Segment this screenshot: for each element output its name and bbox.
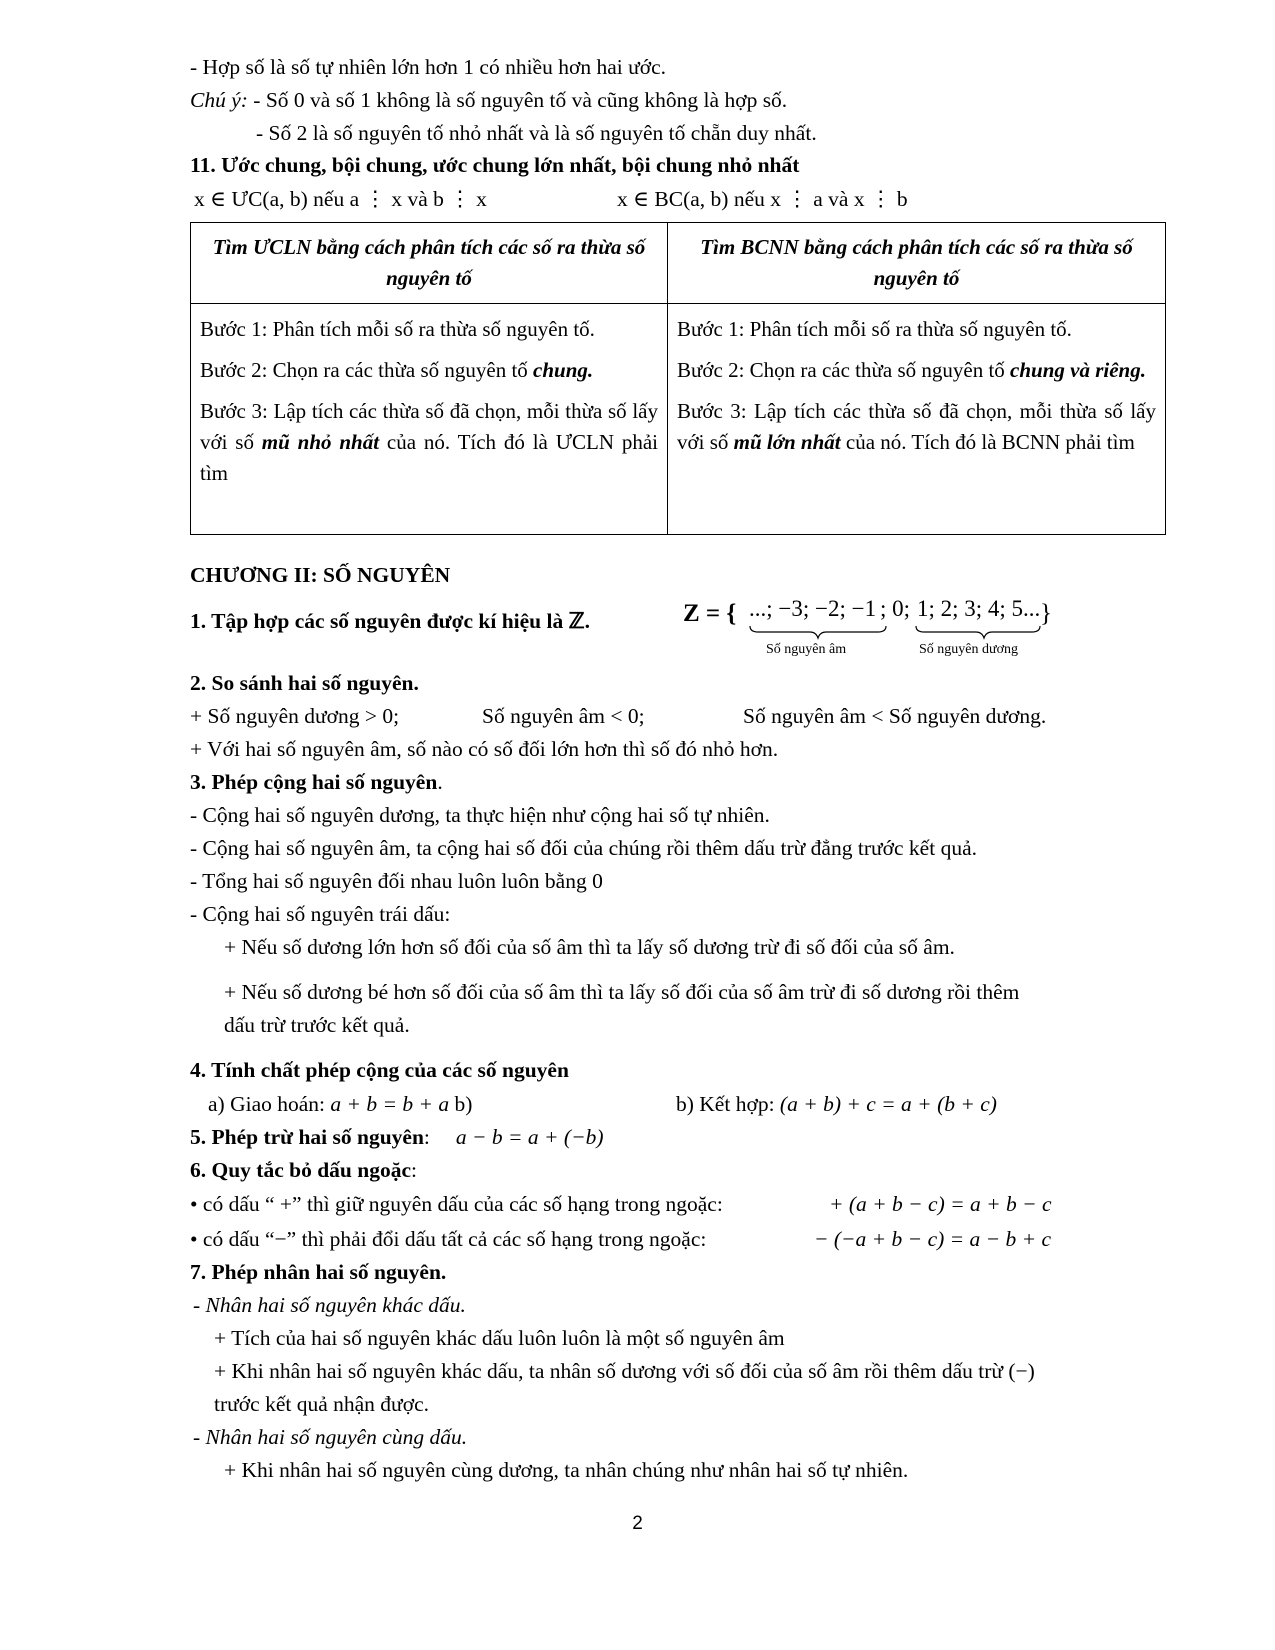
addition-rule-5: + Nếu số dương lớn hơn số đối của số âm thì ta lấy số dương trừ đi số đối của số âm. xyxy=(224,935,955,959)
note-text-1: - Số 0 và số 1 không là số nguyên tố và cũng không là hợp số. xyxy=(247,88,788,112)
bracket-formula-minus: − (−a + b − c) = a − b + c xyxy=(814,1227,1052,1251)
bcnn-step-3-text: Bước 3: Lập tích các thừa số đã chọn, mỗi thừa số lấy với số xyxy=(677,399,1156,454)
ucln-step-1: Bước 1: Phân tích mỗi số ra thừa số nguyên tố. xyxy=(200,317,595,341)
bracket-rule-minus: • có dấu “−” thì phải đổi dấu tất cả các số hạng trong ngoặc: xyxy=(190,1227,707,1251)
section-heading-11: 11. Ước chung, bội chung, ước chung lớn nhất, bội chung nhỏ nhất xyxy=(190,153,800,177)
bracket-formula-plus: + (a + b − c) = a + b − c xyxy=(829,1192,1052,1216)
positive-integers: 1; 2; 3; 4; 5... xyxy=(917,596,1041,621)
ucln-step-2-emph: chung. xyxy=(533,358,594,382)
note-line-1 xyxy=(190,90,787,112)
section-heading-7: 7. Phép nhân hai số nguyên. xyxy=(190,1260,447,1284)
table-header-ucln: Tìm ƯCLN bằng cách phân tích các số ra thừa số nguyên tố xyxy=(191,223,668,304)
page-number: 2 xyxy=(632,1513,643,1534)
section-3-dot: . xyxy=(437,770,443,794)
addition-rule-2: - Cộng hai số nguyên âm, ta cộng hai số đối của chúng rồi thêm dấu trừ đẳng trước kết quả. xyxy=(190,836,977,860)
underbrace-positive xyxy=(916,626,1040,638)
associative-label: b) Kết hợp: xyxy=(676,1092,780,1116)
bcnn-step-2-emph: chung và riêng. xyxy=(1010,358,1146,382)
section-heading-5 xyxy=(190,1127,604,1149)
section-heading-2: 2. So sánh hai số nguyên. xyxy=(190,671,419,695)
section-5-title: 5. Phép trừ hai số nguyên xyxy=(190,1125,424,1149)
set-close: } xyxy=(1040,600,1052,627)
section-6-colon: : xyxy=(411,1158,417,1182)
ucln-step-3-text: Bước 3: Lập tích các thừa số đã chọn, mỗi thừa số lấy với số xyxy=(200,399,658,454)
bcnn-step-1: Bước 1: Phân tích mỗi số ra thừa số nguyên tố. xyxy=(677,317,1072,341)
table-cell-ucln-steps xyxy=(191,304,668,535)
bcnn-step-2 xyxy=(677,355,1156,386)
compare-rule-2: + Với hai số nguyên âm, số nào có số đối lớn hơn thì số đó nhỏ hơn. xyxy=(190,737,779,761)
ucln-step-3-tail: của nó. Tích đó là ƯCLN phải tìm xyxy=(200,430,658,485)
text-line: - Hợp số là số tự nhiên lớn hơn 1 có nhiều hơn hai ước. xyxy=(190,55,667,79)
integer-set xyxy=(683,601,736,626)
section-heading-4: 4. Tính chất phép cộng của các số nguyên xyxy=(190,1058,569,1082)
table-row xyxy=(191,304,1166,535)
section-6-title: 6. Quy tắc bỏ dấu ngoặc xyxy=(190,1158,412,1182)
ucln-step-3-emph: mũ nhỏ nhất xyxy=(261,430,380,454)
bracket-rule-plus: • có dấu “ +” thì giữ nguyên dấu của các số hạng trong ngoặc: xyxy=(190,1192,723,1216)
bcnn-step-3-tail: của nó. Tích đó là BCNN phải tìm xyxy=(840,430,1135,454)
addition-rule-6a: + Nếu số dương bé hơn số đối của số âm thì ta lấy số đối của số âm trừ đi số dương rồi thêm xyxy=(224,980,1020,1004)
comparison-table xyxy=(190,222,1166,535)
bcnn-step-3-emph: mũ lớn nhất xyxy=(733,430,841,454)
ucln-step-3 xyxy=(200,396,658,489)
chapter-title: CHƯƠNG II: SỐ NGUYÊN xyxy=(190,563,451,587)
commutative-formula: a + b = b + a xyxy=(330,1092,450,1116)
section-3-title: 3. Phép cộng hai số nguyên xyxy=(190,770,438,794)
section-heading-6 xyxy=(190,1160,417,1182)
compare-rule-a: + Số nguyên dương > 0; xyxy=(190,704,400,728)
table-header-row xyxy=(191,223,1166,304)
negative-label: Số nguyên âm xyxy=(766,642,847,657)
negative-integers: ...; −3; −2; −1 xyxy=(749,596,877,621)
table-header-bcnn: Tìm BCNN bằng cách phân tích các số ra thừa số nguyên tố xyxy=(668,223,1166,304)
set-open: Z = { xyxy=(683,600,737,627)
zero-part: ; 0; xyxy=(880,596,911,621)
ucln-step-2 xyxy=(200,355,658,386)
bcnn-step-3 xyxy=(677,396,1156,458)
multiply-rule-3: + Khi nhân hai số nguyên cùng dương, ta nhân chúng như nhân hai số tự nhiên. xyxy=(224,1458,909,1482)
property-associative xyxy=(676,1094,997,1116)
note-label: Chú ý: xyxy=(190,88,248,112)
ucln-step-2-text: Bước 2: Chọn ra các thừa số nguyên tố xyxy=(200,358,534,382)
addition-rule-4: - Cộng hai số nguyên trái dấu: xyxy=(190,902,451,926)
compare-rule-c: Số nguyên âm < Số nguyên dương. xyxy=(743,704,1047,728)
multiply-rule-2: + Khi nhân hai số nguyên khác dấu, ta nhân số dương với số đối của số âm rồi thêm dấu trừ (−) xyxy=(214,1359,1035,1383)
compare-rule-b: Số nguyên âm < 0; xyxy=(482,704,645,728)
multiply-same-sign: - Nhân hai số nguyên cùng dấu. xyxy=(193,1425,468,1449)
property-commutative xyxy=(208,1094,472,1116)
multiply-rule-2b: trước kết quả nhận được. xyxy=(214,1392,429,1416)
positive-label: Số nguyên dương xyxy=(919,642,1018,657)
associative-formula: (a + b) + c = a + (b + c) xyxy=(779,1092,997,1116)
note-line-2: - Số 2 là số nguyên tố nhỏ nhất và là số nguyên tố chẵn duy nhất. xyxy=(256,121,817,145)
section-5-colon: : xyxy=(423,1125,430,1149)
section-heading-1: 1. Tập hợp các số nguyên được kí hiệu là ℤ. xyxy=(190,609,590,633)
bcnn-step-2-text: Bước 2: Chọn ra các thừa số nguyên tố xyxy=(677,358,1011,382)
uc-definition: x ∈ ƯC(a, b) nếu a ⋮ x và b ⋮ x xyxy=(194,187,487,211)
multiply-rule-1: + Tích của hai số nguyên khác dấu luôn luôn là một số nguyên âm xyxy=(214,1326,785,1350)
multiply-different-sign: - Nhân hai số nguyên khác dấu. xyxy=(193,1293,466,1317)
underbrace-negative xyxy=(750,626,886,638)
subtraction-formula: a − b = a + (−b) xyxy=(455,1125,604,1149)
addition-rule-1: - Cộng hai số nguyên dương, ta thực hiện như cộng hai số tự nhiên. xyxy=(190,803,770,827)
table-cell-bcnn-steps xyxy=(668,304,1166,535)
section-heading-3 xyxy=(190,772,443,794)
bc-definition: x ∈ BC(a, b) nếu x ⋮ a và x ⋮ b xyxy=(617,187,908,211)
commutative-tail: b) xyxy=(449,1092,473,1116)
underbrace-graphics xyxy=(748,624,1048,642)
addition-rule-3: - Tổng hai số nguyên đối nhau luôn luôn bằng 0 xyxy=(190,869,603,893)
commutative-label: a) Giao hoán: xyxy=(208,1092,331,1116)
addition-rule-6b: dấu trừ trước kết quả. xyxy=(224,1013,410,1037)
